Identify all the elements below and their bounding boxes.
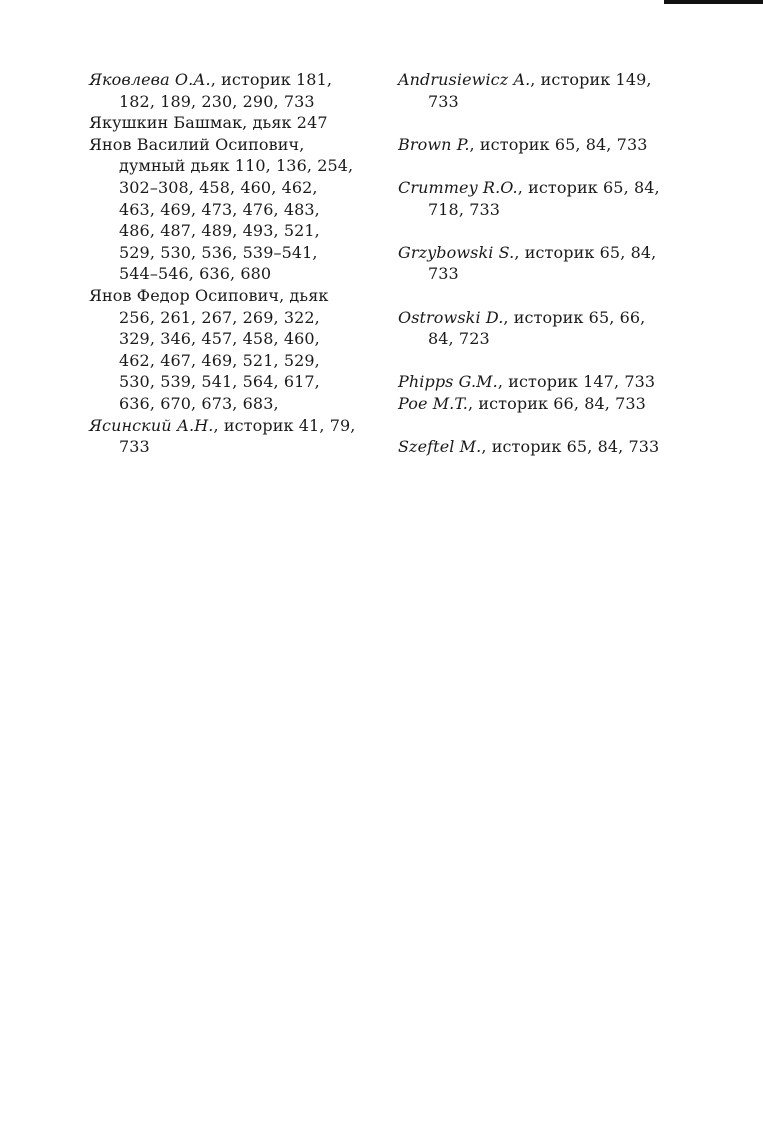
index-entry (89, 112, 389, 134)
index-entry-line: 544–546, 636, 680 (119, 264, 272, 284)
index-entry-line: Crummey R.O., историк 65, 84, (398, 177, 660, 197)
index-entry-line: 530, 539, 541, 564, 617, (119, 372, 320, 392)
index-entry-line: Ясинский А.Н., историк 41, 79, (89, 415, 356, 435)
index-entry-line: 733 (428, 91, 459, 111)
index-entry-name: Szeftel M. (398, 437, 482, 457)
index-entry-line: Phipps G.M., историк 147, 733 (398, 372, 656, 392)
index-entry-line: 733 (119, 437, 150, 457)
index-entry (89, 134, 389, 285)
index-column-right (398, 69, 728, 479)
index-entry-name: Ostrowski D. (398, 307, 504, 327)
index-entry (89, 69, 389, 112)
index-entry-name: Brown P. (398, 134, 470, 154)
index-entry (89, 285, 389, 415)
index-entry-line: Якушкин Башмак, дьяк 247 (89, 113, 328, 133)
index-entry-line: 256, 261, 267, 269, 322, (119, 307, 320, 327)
index-entry (398, 177, 728, 220)
index-entry-name: Andrusiewicz A. (398, 70, 531, 89)
index-entry (398, 242, 728, 285)
index-entry (398, 393, 728, 415)
index-entry-line: Szeftel M., историк 65, 84, 733 (398, 437, 660, 457)
index-entry-line: 302–308, 458, 460, 462, (119, 177, 318, 197)
index-entry-line: 329, 346, 457, 458, 460, (119, 329, 320, 349)
index-entry (398, 371, 728, 393)
index-entry-name: Grzybowski S. (398, 242, 515, 262)
index-entry-name: Ясинский А.Н. (89, 415, 214, 435)
index-entry-name: Crummey R.O. (398, 177, 518, 197)
index-column-left (89, 69, 389, 458)
index-entry-line: 463, 469, 473, 476, 483, (119, 199, 320, 219)
top-edge-rule (664, 0, 763, 4)
index-entry-name: Phipps G.M. (398, 372, 498, 392)
index-entry-line: Grzybowski S., историк 65, 84, (398, 242, 657, 262)
index-entry-name: Яковлева О.А. (89, 70, 211, 89)
index-entry-line: Янов Василий Осипович, (89, 134, 305, 154)
index-entry-line: Яковлева О.А., историк 181, (89, 70, 333, 89)
index-entry (398, 69, 728, 112)
index-entry (398, 436, 728, 458)
index-entry-line: 486, 487, 489, 493, 521, (119, 221, 320, 241)
index-entry-line: Янов Федор Осипович, дьяк (89, 285, 329, 305)
index-entry-line: Andrusiewicz A., историк 149, (398, 70, 652, 89)
index-entry-line: 733 (428, 264, 459, 284)
index-entry-line: думный дьяк 110, 136, 254, (119, 156, 354, 176)
index-entry (89, 415, 389, 458)
index-entry-line: Brown P., историк 65, 84, 733 (398, 134, 648, 154)
index-entry-line: 84, 723 (428, 329, 490, 349)
index-entry-name: Poe M.T. (398, 393, 468, 413)
index-entry-line: 462, 467, 469, 521, 529, (119, 350, 320, 370)
index-entry-line: 182, 189, 230, 290, 733 (119, 91, 315, 111)
index-entry-line: 636, 670, 673, 683, (119, 393, 279, 413)
index-entry-line: Ostrowski D., историк 65, 66, (398, 307, 646, 327)
index-entry-line: 718, 733 (428, 199, 501, 219)
index-entry-line: Poe M.T., историк 66, 84, 733 (398, 393, 646, 413)
index-entry-line: 529, 530, 536, 539–541, (119, 242, 318, 262)
index-entry (398, 134, 728, 156)
index-entry (398, 307, 728, 350)
